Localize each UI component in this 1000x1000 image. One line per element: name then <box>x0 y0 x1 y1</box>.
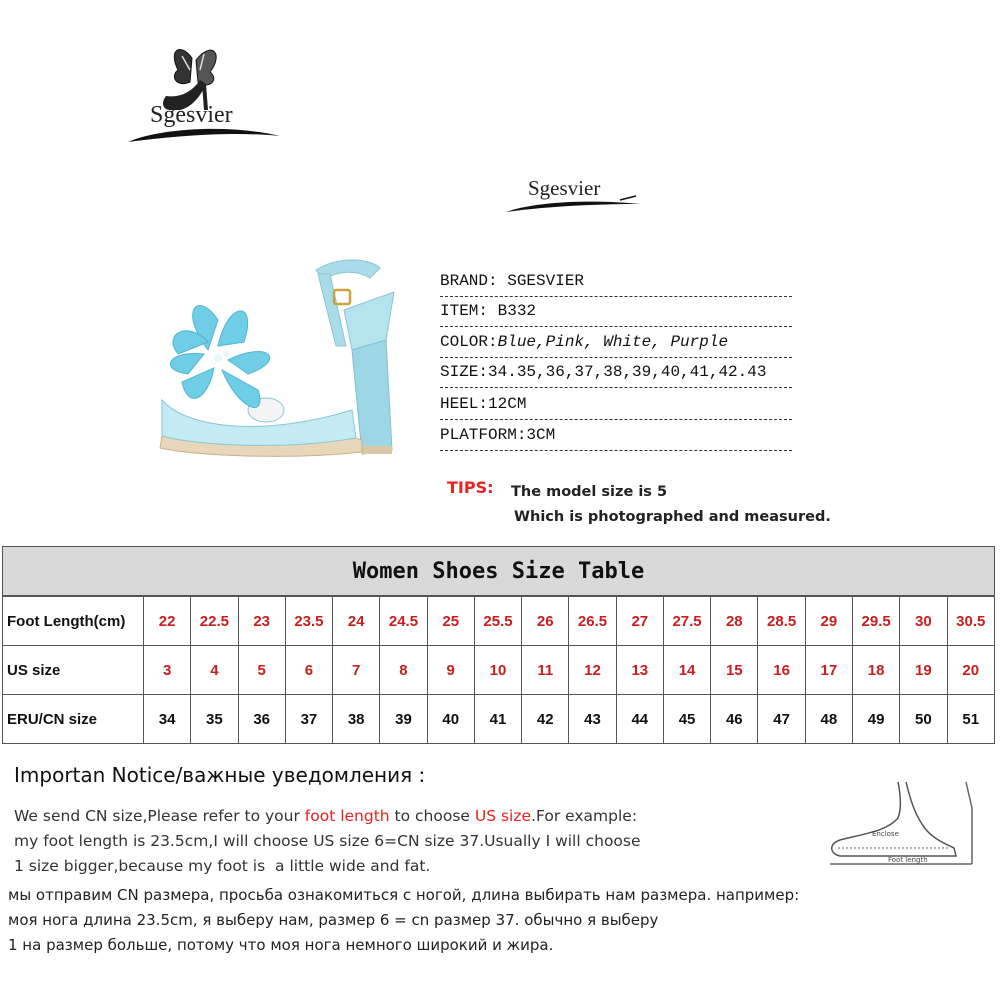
foot-length-label: Foot length <box>888 856 928 864</box>
size-cell: 29.5 <box>852 597 899 646</box>
size-cell: 51 <box>947 695 994 744</box>
size-cell: 30 <box>900 597 947 646</box>
secondary-logo <box>500 170 650 230</box>
size-cell: 46 <box>711 695 758 744</box>
size-cell: 39 <box>380 695 427 744</box>
size-cell: 17 <box>805 646 852 695</box>
spec-color: COLOR:Blue,Pink, White, Purple <box>440 329 792 358</box>
size-cell: 5 <box>238 646 285 695</box>
size-cell: 25.5 <box>474 597 521 646</box>
secondary-wordmark: Sgesvier <box>528 176 601 200</box>
size-cell: 24 <box>333 597 380 646</box>
size-cell: 45 <box>663 695 710 744</box>
size-cell: 43 <box>569 695 616 744</box>
product-image <box>148 250 413 465</box>
size-table-row <box>3 597 995 646</box>
enclose-label: Enclose <box>872 830 899 838</box>
size-cell: 37 <box>285 695 332 744</box>
size-cell: 15 <box>711 646 758 695</box>
size-row-label: Foot Length(cm) <box>3 597 144 646</box>
size-cell: 22.5 <box>191 597 238 646</box>
size-table-row <box>3 695 995 744</box>
brand-wordmark: Sgesvier <box>150 102 233 128</box>
size-cell: 4 <box>191 646 238 695</box>
size-cell: 28 <box>711 597 758 646</box>
size-cell: 24.5 <box>380 597 427 646</box>
size-row-label: ERU/CN size <box>3 695 144 744</box>
tips-label: TIPS: <box>447 478 494 497</box>
spec-brand: BRAND: SGESVIER <box>440 268 792 297</box>
size-cell: 41 <box>474 695 521 744</box>
size-cell: 9 <box>427 646 474 695</box>
size-cell: 10 <box>474 646 521 695</box>
size-cell: 28.5 <box>758 597 805 646</box>
size-row-label: US size <box>3 646 144 695</box>
size-cell: 23.5 <box>285 597 332 646</box>
size-table <box>2 596 995 744</box>
size-cell: 7 <box>333 646 380 695</box>
size-cell: 26 <box>522 597 569 646</box>
size-cell: 11 <box>522 646 569 695</box>
size-cell: 34 <box>144 695 191 744</box>
tips-line-1: The model size is 5 <box>511 484 668 500</box>
size-cell: 6 <box>285 646 332 695</box>
spec-item: ITEM: B332 <box>440 298 792 327</box>
size-cell: 29 <box>805 597 852 646</box>
size-cell: 20 <box>947 646 994 695</box>
size-cell: 48 <box>805 695 852 744</box>
size-cell: 14 <box>663 646 710 695</box>
size-cell: 27 <box>616 597 663 646</box>
size-cell: 27.5 <box>663 597 710 646</box>
brand-logo <box>120 40 290 160</box>
size-cell: 26.5 <box>569 597 616 646</box>
size-cell: 35 <box>191 695 238 744</box>
notice-ru-line-2: моя нога длина 23.5cm, я выберу нам, размер 6 = cn размер 37. обычно я выберу <box>8 911 659 929</box>
size-cell: 3 <box>144 646 191 695</box>
foot-diagram <box>826 778 986 873</box>
size-cell: 36 <box>238 695 285 744</box>
notice-en-line-1: We send CN size,Please refer to your foot length to choose US size.For example: <box>14 807 638 825</box>
size-cell: 12 <box>569 646 616 695</box>
notice-english <box>14 804 641 879</box>
notice-russian <box>8 883 799 958</box>
size-cell: 25 <box>427 597 474 646</box>
size-cell: 22 <box>144 597 191 646</box>
size-cell: 38 <box>333 695 380 744</box>
size-cell: 44 <box>616 695 663 744</box>
size-cell: 23 <box>238 597 285 646</box>
size-cell: 18 <box>852 646 899 695</box>
butterfly-heel-icon <box>120 40 290 160</box>
tips-text <box>511 480 831 530</box>
spec-heel: HEEL:12CM <box>440 391 792 420</box>
size-cell: 40 <box>427 695 474 744</box>
size-cell: 30.5 <box>947 597 994 646</box>
notice-ru-line-3: 1 на размер больше, потому что моя нога немного широкий и жира. <box>8 936 554 954</box>
size-cell: 8 <box>380 646 427 695</box>
size-cell: 42 <box>522 695 569 744</box>
notice-en-line-2: my foot length is 23.5cm,I will choose US size 6=CN size 37.Usually I will choose <box>14 832 641 850</box>
foot-measure-icon <box>826 778 986 873</box>
spec-platform: PLATFORM:3CM <box>440 422 792 451</box>
sandal-icon <box>148 250 413 465</box>
tips-line-2: Which is photographed and measured. <box>514 509 831 525</box>
size-cell: 50 <box>900 695 947 744</box>
size-cell: 47 <box>758 695 805 744</box>
size-cell: 16 <box>758 646 805 695</box>
notice-ru-line-1: мы отправим CN размера, просьба ознакомиться с ногой, длина выбирать нам размера. например: <box>8 886 800 904</box>
size-table-row <box>3 646 995 695</box>
size-cell: 19 <box>900 646 947 695</box>
size-cell: 13 <box>616 646 663 695</box>
size-cell: 49 <box>852 695 899 744</box>
notice-en-line-3: 1 size bigger,because my foot is a little wide and fat. <box>14 857 431 875</box>
size-table-title: Women Shoes Size Table <box>2 546 995 596</box>
spec-size: SIZE:34.35,36,37,38,39,40,41,42.43 <box>440 359 792 388</box>
notice-title: Importan Notice/важные уведомления : <box>14 763 426 787</box>
